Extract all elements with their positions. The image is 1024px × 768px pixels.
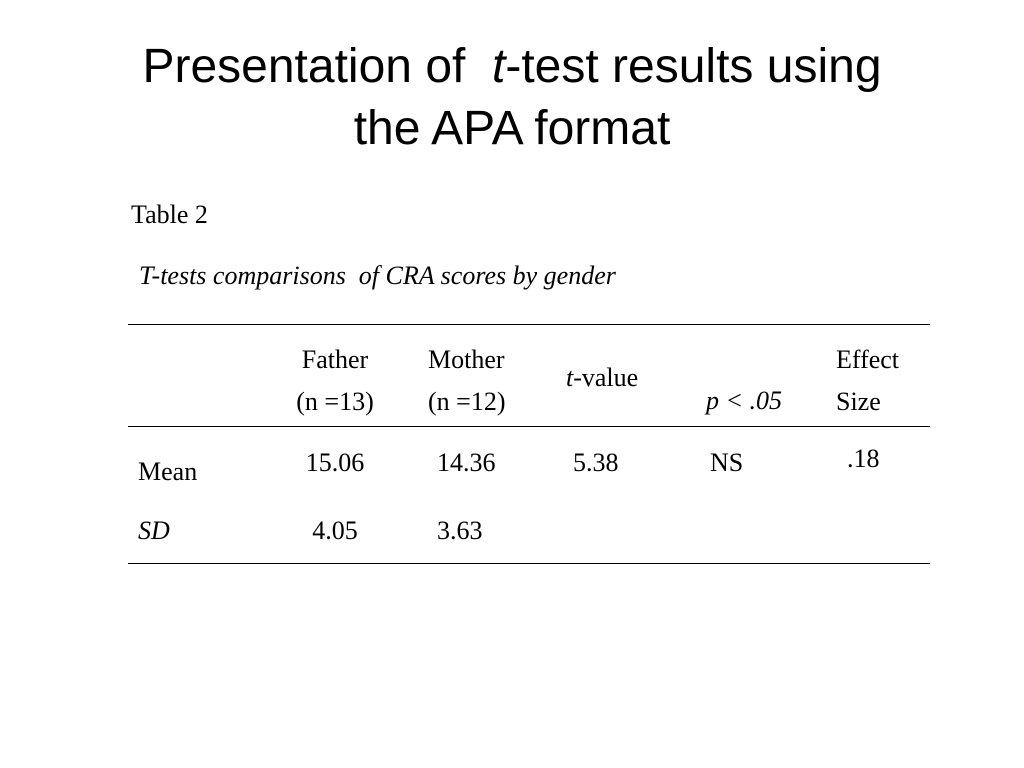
title-prefix: Presentation of [142, 40, 466, 93]
header-mother-name: Mother [428, 345, 505, 374]
slide-title-line-2: the APA format [353, 102, 671, 155]
header-p-symbol: p [706, 386, 719, 415]
header-father [274, 345, 396, 417]
row-mean-mother: 14.36 [437, 448, 496, 477]
row-mean-father: 15.06 [305, 448, 365, 477]
title-t-symbol: t [492, 40, 506, 93]
row-mean-p: NS [710, 448, 744, 477]
header-p-threshold: < .05 [719, 386, 783, 415]
header-father-name: Father [301, 345, 369, 374]
row-mean-effect-size: .18 [847, 444, 880, 473]
table-top-rule [128, 324, 930, 325]
slide-title [0, 36, 1024, 160]
header-t-symbol: t [566, 363, 574, 392]
row-mean-label: Mean [138, 457, 198, 486]
header-p-value [693, 356, 782, 416]
header-t-value-label: -value [573, 363, 639, 392]
table-label: Table 2 [131, 200, 208, 229]
header-father-n: (n =13) [296, 387, 374, 416]
header-t-value [566, 363, 638, 393]
table-bottom-rule [128, 563, 930, 564]
header-effect-size [836, 345, 899, 417]
header-mother [428, 345, 505, 417]
row-sd-mother: 3.63 [437, 516, 483, 545]
table-header-rule [128, 426, 930, 427]
header-effect-line-1: Effect [836, 345, 900, 374]
row-mean-t-value: 5.38 [573, 448, 619, 477]
title-suffix: -test results using [505, 40, 882, 93]
table-caption: T-tests comparisons of CRA scores by gender [139, 261, 616, 290]
row-sd-label: SD [138, 516, 170, 545]
header-mother-n: (n =12) [428, 387, 506, 416]
slide-title-line-1 [0, 36, 1024, 98]
header-effect-line-2: Size [836, 387, 881, 416]
row-sd-father: 4.05 [312, 516, 358, 545]
